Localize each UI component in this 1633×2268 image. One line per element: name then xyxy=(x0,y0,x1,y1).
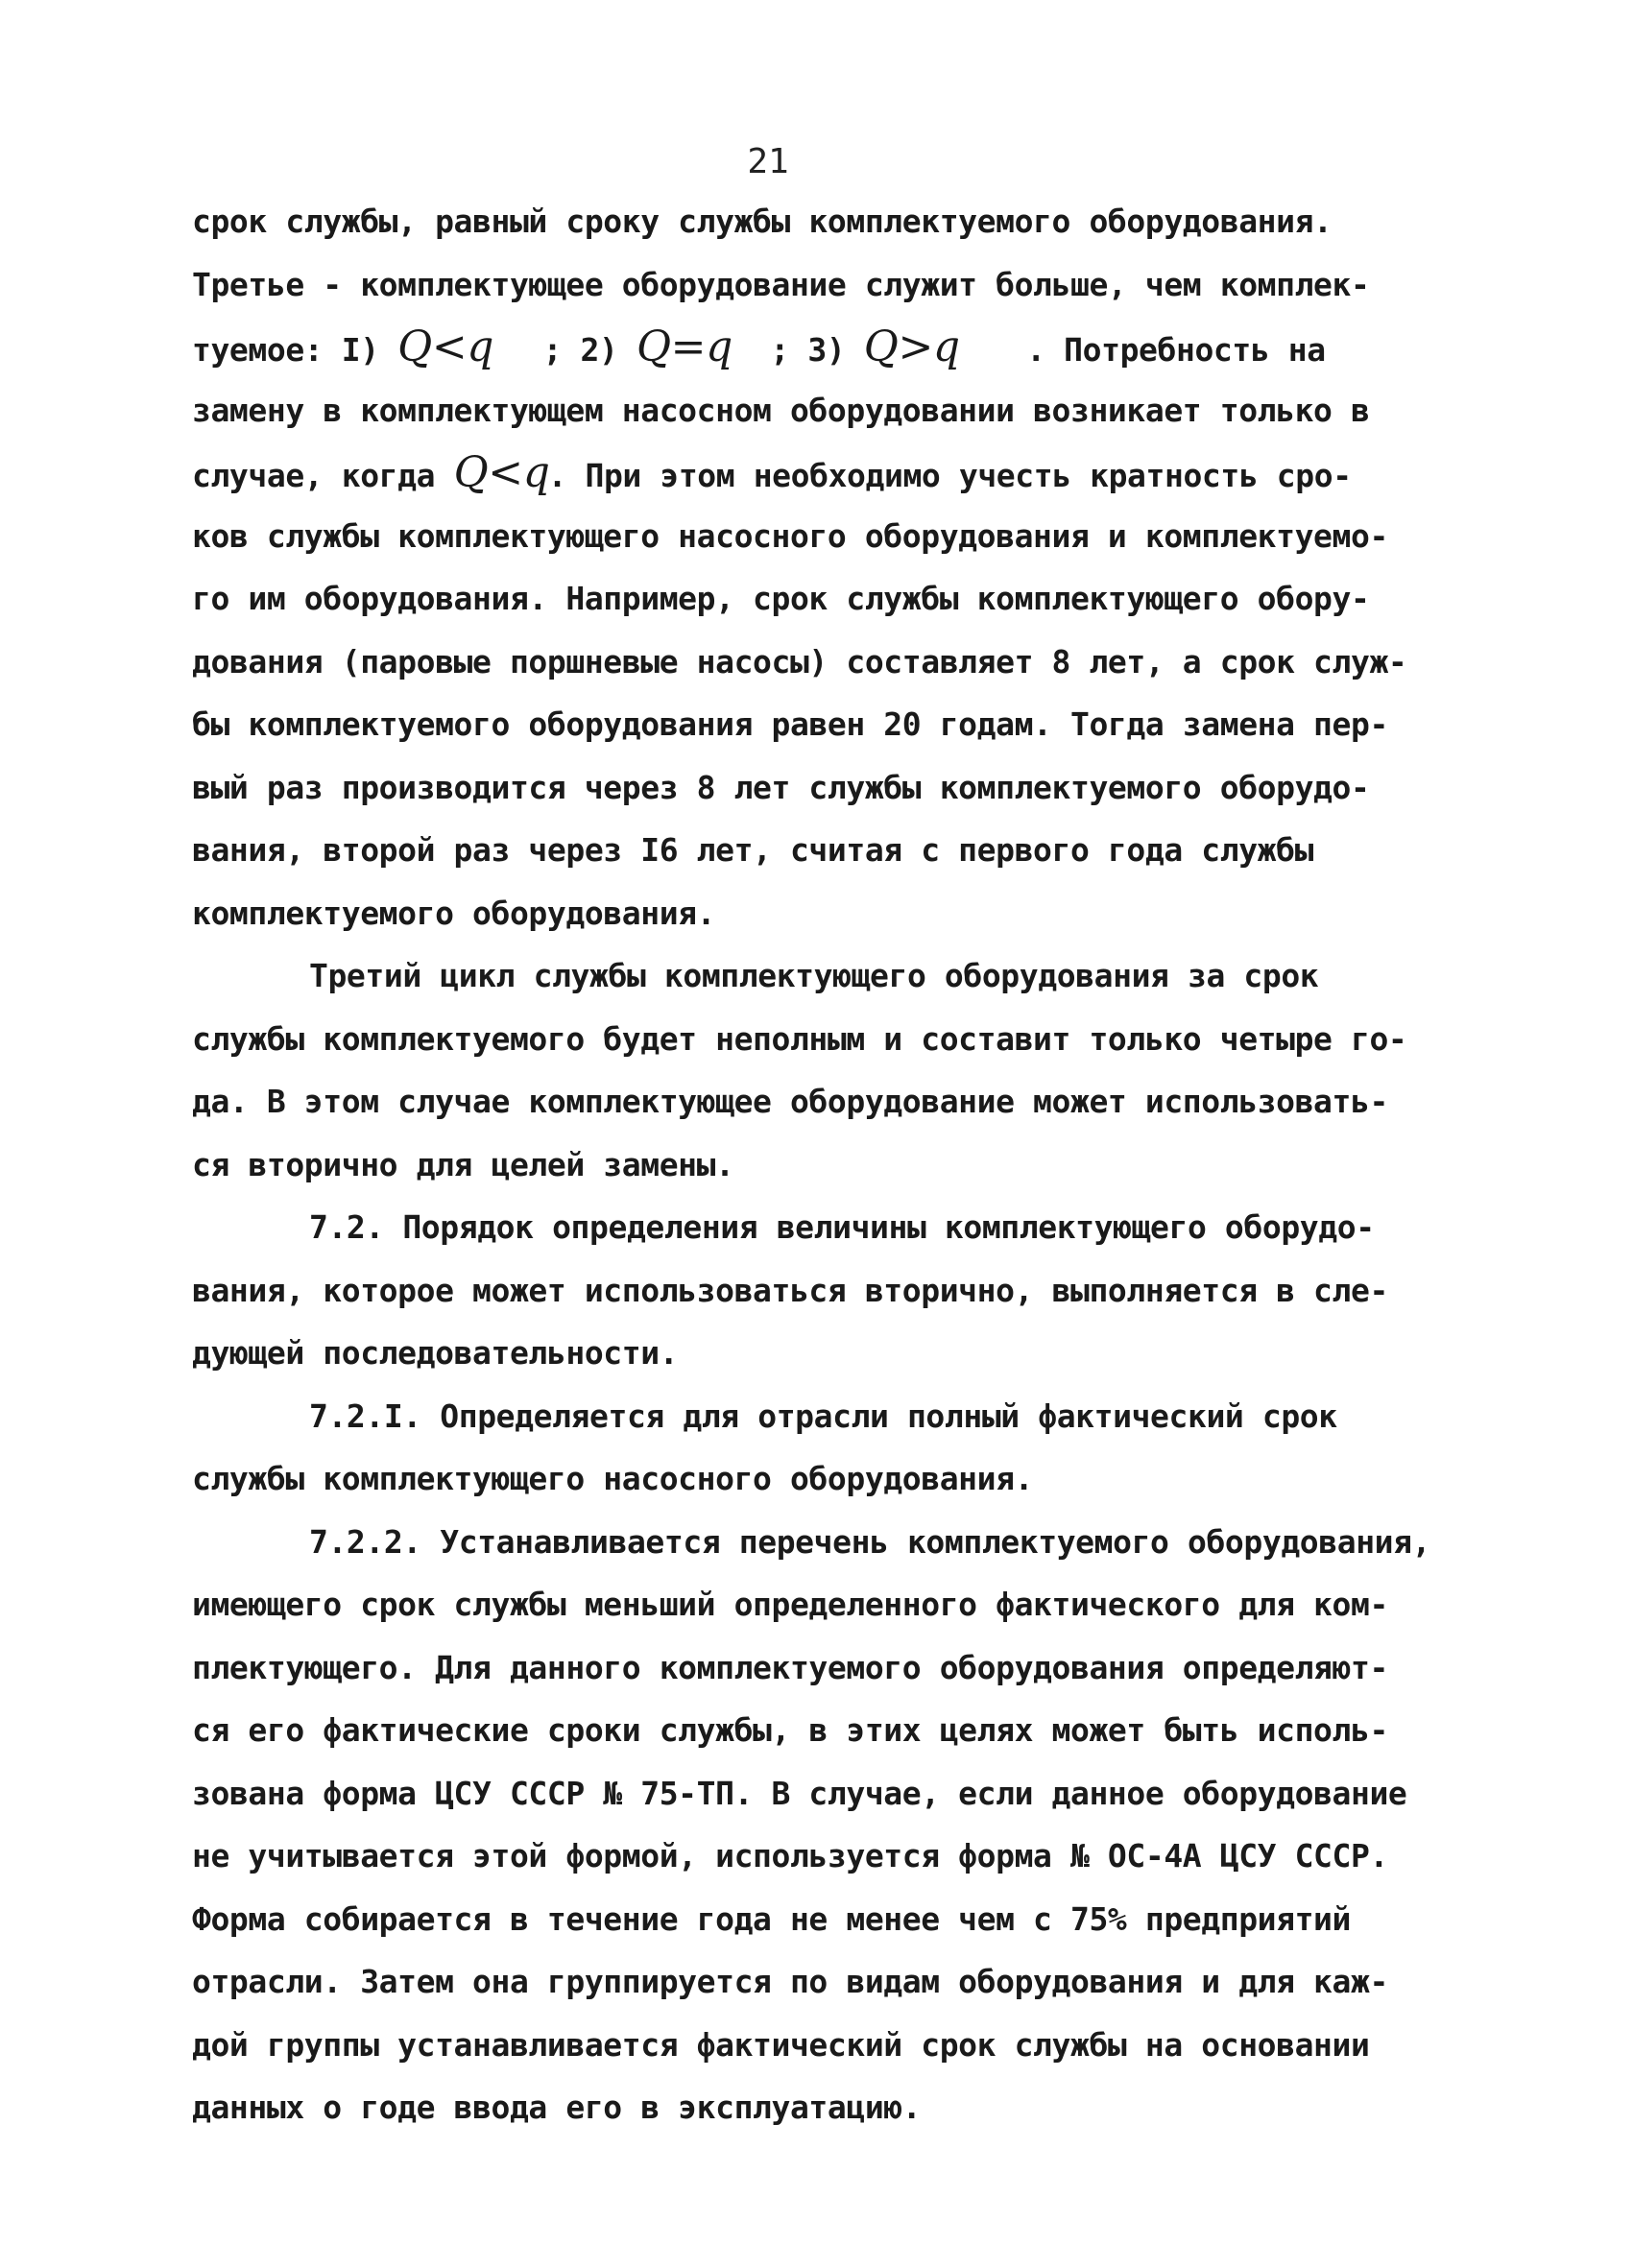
text-line: срок службы, равный сроку службы комплектуемого оборудования. xyxy=(192,203,1333,240)
text-line: имеющего срок службы меньший определенного фактического для ком- xyxy=(192,1586,1388,1623)
text-line: дой группы устанавливается фактический срок службы на основании xyxy=(192,2025,1370,2064)
text-segment: туемое: I) xyxy=(192,331,398,369)
text-line: го им оборудования. Например, срок службы комплектующего обору- xyxy=(192,580,1370,617)
text-line: Третье - комплектующее оборудование служит больше, чем комплек- xyxy=(192,265,1370,303)
paragraph-first-line: Третий цикл службы комплектующего оборудования за срок xyxy=(309,957,1319,994)
text-line: бы комплектуемого оборудования равен 20 годам. Тогда замена пер- xyxy=(192,705,1388,743)
body-text xyxy=(192,190,1459,2139)
text-line: данных о годе ввода его в эксплуатацию. xyxy=(192,2089,922,2126)
section-heading-7-2-2: 7.2.2. Устанавливается перечень комплектуемого оборудования, xyxy=(309,1522,1431,1561)
text-line: не учитывается этой формой, используется форма № ОС-4А ЦСУ СССР. xyxy=(192,1837,1388,1874)
text-line: дования (паровые поршневые насосы) составляет 8 лет, а срок служ- xyxy=(192,642,1407,680)
text-line-with-formulas xyxy=(192,316,1459,379)
text-segment: . При этом необходимо учесть кратность сро- xyxy=(547,457,1352,494)
text-line: комплектуемого оборудования. xyxy=(192,894,716,932)
formula-q-greater-than-q: Q>q xyxy=(863,322,960,371)
formula-q-less-than-q: Q<q xyxy=(453,448,550,497)
formula-q-less-than-q: Q<q xyxy=(397,322,494,371)
text-line: службы комплектующего насосного оборудования. xyxy=(192,1460,1034,1497)
text-segment: случае, когда xyxy=(192,457,454,494)
text-line: дующей последовательности. xyxy=(192,1334,679,1372)
text-line: вания, второй раз через I6 лет, считая с первого года службы xyxy=(192,831,1314,869)
text-line: ся вторично для целей замены. xyxy=(192,1145,734,1183)
text-line: зована форма ЦСУ СССР № 75-ТП. В случае, если данное оборудование xyxy=(192,1774,1407,1812)
formula-q-equals-q: Q=q xyxy=(636,322,732,371)
text-line: ков службы комплектующего насосного оборудования и комплектуемо- xyxy=(192,516,1388,555)
text-line: службы комплектуемого будет неполным и составит только четыре го- xyxy=(192,1019,1407,1058)
section-heading-7-2: 7.2. Порядок определения величины комплектующего оборудо- xyxy=(309,1208,1375,1246)
text-line: вый раз производится через 8 лет службы комплектуемого оборудо- xyxy=(192,768,1370,806)
page-number: 21 xyxy=(747,142,789,181)
text-segment: ; 2) xyxy=(524,331,636,369)
text-line: плектующего. Для данного комплектуемого оборудования определяют- xyxy=(192,1648,1388,1686)
text-line-with-formula xyxy=(192,442,1459,505)
text-line: ся его фактические сроки службы, в этих целях может быть исполь- xyxy=(192,1711,1388,1749)
section-heading-7-2-1: 7.2.I. Определяется для отрасли полный фактический срок xyxy=(309,1397,1337,1435)
text-segment: . Потребность на xyxy=(1007,331,1326,369)
text-line: замену в комплектующем насосном оборудовании возникает только в xyxy=(192,391,1370,429)
text-segment: ; 3) xyxy=(751,331,864,369)
text-line: Форма собирается в течение года не менее чем с 75% предприятий xyxy=(192,1899,1351,1938)
text-line: отрасли. Затем она группируется по видам оборудования и для каж- xyxy=(192,1963,1388,2000)
text-line: вания, которое может использоваться вторично, выполняется в сле- xyxy=(192,1271,1388,1309)
text-line: да. В этом случае комплектующее оборудование может использовать- xyxy=(192,1083,1388,1120)
